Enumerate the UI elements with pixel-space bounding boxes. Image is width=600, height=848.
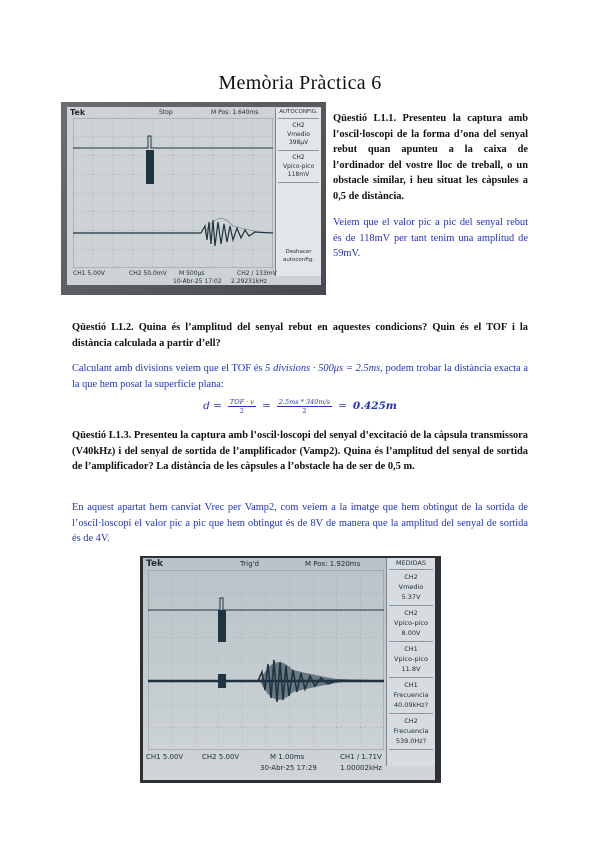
scope1-measure-cell: CH2 Vpico-pico 118mV	[278, 154, 319, 183]
fraction-values: $\frac{2.5ms * 340m/s}{2}$	[278, 397, 331, 415]
scope2-date: 30-Abr-25 17:29	[260, 764, 317, 772]
scope2-measure-cell: CH1 Vpico-pico 11.8V	[389, 644, 433, 678]
page-title: Memòria Pràctica 6	[218, 72, 382, 94]
scope2-measure-cell: CH1 Frecuencia 40.09kHz?	[389, 680, 433, 714]
scope2-measure-cell: CH2 Vpico-pico 8.00V	[389, 608, 433, 642]
scope2-graticule	[148, 570, 384, 750]
question-l1-2: Qüestió L1.2. Quina és l’amplitud del senyal rebut en aquestes condicions? Quin és el TOF i la distància calculada a partir d’ell?	[72, 322, 528, 349]
scope1-trigger: CH2 / 133mV	[237, 270, 277, 277]
scope1-ch2: CH2 50.0mV	[129, 270, 167, 277]
scope1-side-panel	[275, 108, 321, 276]
scope2-brand: Tek	[146, 559, 164, 569]
scope2-ch1: CH1 5.00V	[146, 753, 184, 761]
answer-l1-3: En aquest apartat hem canviat Vrec per Vamp2, com veiem a la imatge que hem obtingut de la sortida de l’oscil·loscopi el valor pic a pic que hem obtingut és de 8V de manera que la amplitud del senyal de sortida és de 4V.	[72, 502, 528, 544]
fraction-tof: $\frac{\text{TOF · v}}{2}$	[229, 397, 254, 415]
answer-l1-2: Calculant amb divisions veiem que el TOF és 5 divisions · 500μs = 2.5ms, podem trobar la distància exacta a la que hem posat la superfície plana:	[72, 363, 528, 390]
scope1-date: 10-Abr-25 17:02	[173, 278, 222, 285]
scope2-trigger: CH1 / 1.71V	[340, 753, 382, 761]
scope2-mpos: M Pos: 1.920ms	[305, 560, 361, 568]
scope1-undo: Deshacer autoconfig.	[283, 249, 314, 263]
scope1-frequency: 2.29231kHz	[231, 278, 267, 285]
scope1-mpos: M Pos: 1.640ms	[211, 109, 259, 116]
scope2-menu: MEDIDAS	[389, 559, 433, 570]
distance-equation: d = $\frac{\text{TOF · v}}{2}$ = $\frac{2.5ms * 340m/s}{2}$ = 0.425m	[203, 397, 397, 415]
scope1-run-state: Stop	[159, 109, 173, 116]
tof-expression: 5 divisions · 500μs = 2.5ms,	[265, 363, 383, 374]
scope2-run-state: Trig'd	[240, 560, 259, 568]
oscilloscope-capture-2	[140, 556, 441, 783]
scope1-brand: Tek	[70, 108, 86, 117]
question-l1-3: Qüestió L1.3. Presenteu la captura amb l’oscil·loscopi del senyal d’excitació de la càpsula transmissora (V40kHz) i del senyal de sortida de l’amplificador (Vamp2). Quina és l’amplitud del senyal de sortida de l’amplificador? La distància de les càpsules a l’obstacle ha de ser de 0,5 m.	[72, 430, 528, 472]
scope1-ch1: CH1 5.00V	[73, 270, 105, 277]
oscilloscope-capture-1	[61, 102, 326, 295]
scope1-measure-cell: CH2 Vmedio 398μV	[278, 122, 319, 151]
scope1-timebase: M 500μs	[179, 270, 205, 277]
distance-result: 0.425m	[352, 400, 397, 412]
question-l1-1: Qüestió L1.1. Presenteu la captura amb l’oscil·loscopi de la forma d’ona del senyal rebut quan apunteu a la caixa de l’ordinador del vostre lloc de treball, o un obstacle similar, i heu situat les càpsules a 0,5 de distància.	[333, 113, 528, 202]
scope2-measure-cell: CH2 Frecuencia 539.0Hz?	[389, 716, 433, 750]
scope2-frequency: 1.00002kHz	[340, 764, 382, 772]
scope2-timebase: M 1.00ms	[270, 753, 305, 761]
scope2-side-panel	[386, 558, 435, 766]
scope1-graticule	[73, 118, 273, 268]
scope1-mode: AUTOCONFIG.	[278, 109, 319, 119]
answer-l1-1: Veiem que el valor pic a pic del senyal rebut és de 118mV per tant tenim una amplitud de 59mV.	[333, 217, 528, 259]
scope2-measure-cell: CH2 Vmedio 5.37V	[389, 572, 433, 606]
scope2-ch2: CH2 5.00V	[202, 753, 240, 761]
